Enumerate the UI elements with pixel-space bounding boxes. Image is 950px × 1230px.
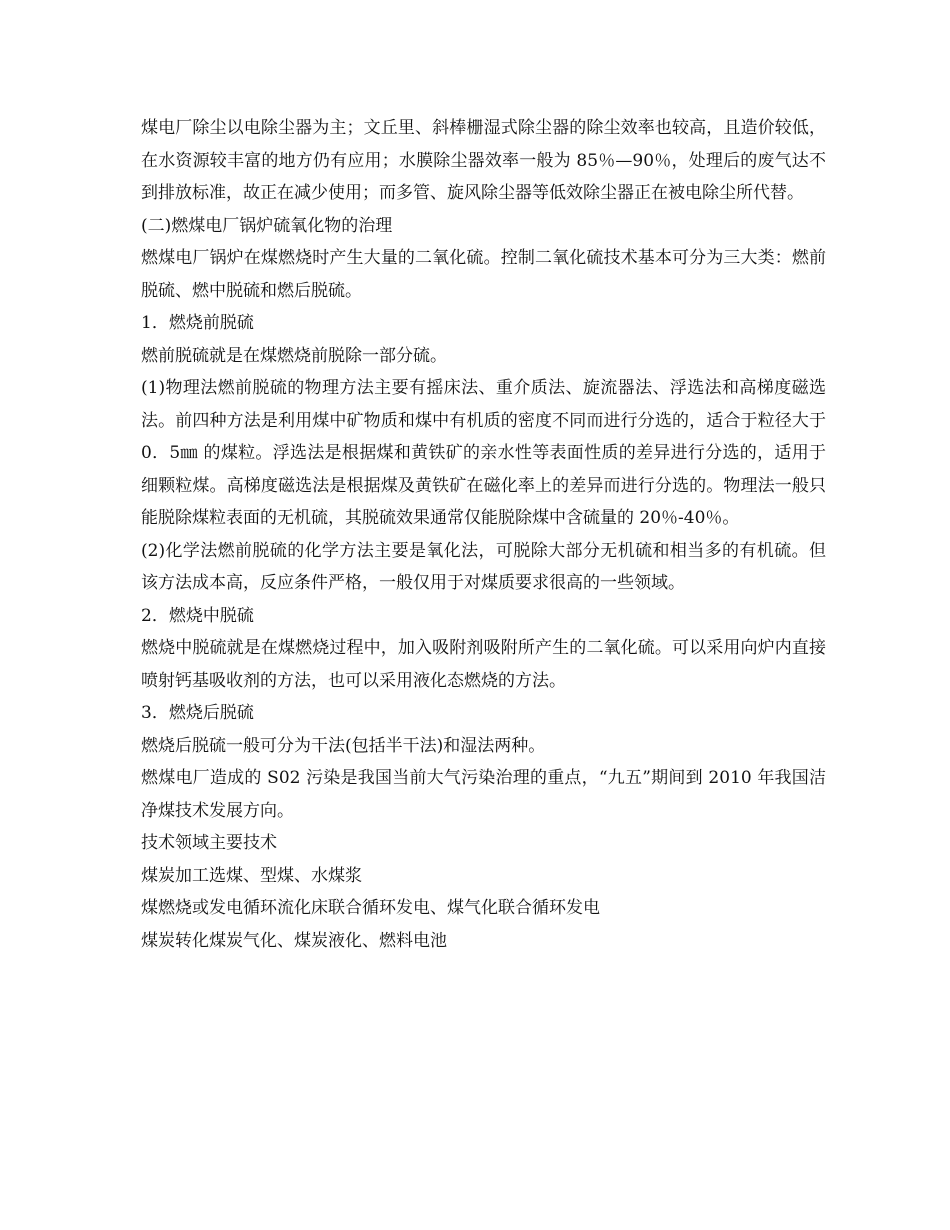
table-line-coal-conversion: 煤炭转化煤炭气化、煤炭液化、燃料电池 xyxy=(141,930,447,951)
paragraph-pre-combustion-definition: 燃前脱硫就是在煤燃烧前脱除一部分硫。 xyxy=(141,345,447,366)
paragraph-dust-removal: 煤电厂除尘以电除尘器为主；文丘里、斜棒栅湿式除尘器的除尘效率也较高，且造价较低，在水资源较丰富的地方仍有应用；水膜除尘器效率一般为 85％—90％，处理后的废气达不到排放标准，故正在减少使用；而多管、旋风除尘器等低效除尘器正在被电除尘所代替。 xyxy=(141,118,826,203)
paragraph-chemical-method: (2)化学法燃前脱硫的化学方法主要是氧化法，可脱除大部分无机硫和相当多的有机硫。但该方法成本高，反应条件严格，一般仅用于对煤质要求很高的一些领域。 xyxy=(141,540,826,593)
table-header-line: 技术领域主要技术 xyxy=(141,833,277,853)
subheading-in-combustion: 2．燃烧中脱硫 xyxy=(141,605,254,626)
document-body xyxy=(141,112,826,957)
section-heading-sulfur-oxides: (二)燃煤电厂锅炉硫氧化物的治理 xyxy=(141,215,393,236)
paragraph-post-combustion: 燃烧后脱硫一般可分为干法(包括半干法)和湿法两种。 xyxy=(141,735,546,756)
paragraph-physical-method: (1)物理法燃前脱硫的物理方法主要有摇床法、重介质法、旋流器法、浮选法和高梯度磁选法。前四种方法是利用煤中矿物质和煤中有机质的密度不同而进行分选的，适合于粒径大于 0．5㎜ 的煤粒。浮选法是根据煤和黄铁矿的亲水性等表面性质的差异进行分选的，适用于细颗粒煤。高梯度磁选法是根据煤及黄铁矿在磁化率上的差异而进行分选的。物理法一般只能脱除煤粒表面的无机硫，其脱硫效果通常仅能脱除煤中含硫量的 20％-40％。 xyxy=(141,378,826,528)
paragraph-in-combustion: 燃烧中脱硫就是在煤燃烧过程中，加入吸附剂吸附所产生的二氧化硫。可以采用向炉内直接喷射钙基吸收剂的方法，也可以采用液化态燃烧的方法。 xyxy=(141,638,826,691)
paragraph-so2-pollution: 燃煤电厂造成的 S02 污染是我国当前大气污染治理的重点，“九五”期间到 2010 年我国洁净煤技术发展方向。 xyxy=(141,768,826,821)
subheading-pre-combustion: 1．燃烧前脱硫 xyxy=(141,313,254,333)
table-line-coal-combustion: 煤燃烧或发电循环流化床联合循环发电、煤气化联合循环发电 xyxy=(141,898,600,918)
subheading-post-combustion: 3．燃烧后脱硫 xyxy=(141,703,254,723)
paragraph-so2-control: 燃煤电厂锅炉在煤燃烧时产生大量的二氧化硫。控制二氧化硫技术基本可分为三大类：燃前脱硫、燃中脱硫和燃后脱硫。 xyxy=(141,248,826,301)
table-line-coal-processing: 煤炭加工选煤、型煤、水煤浆 xyxy=(141,865,362,886)
